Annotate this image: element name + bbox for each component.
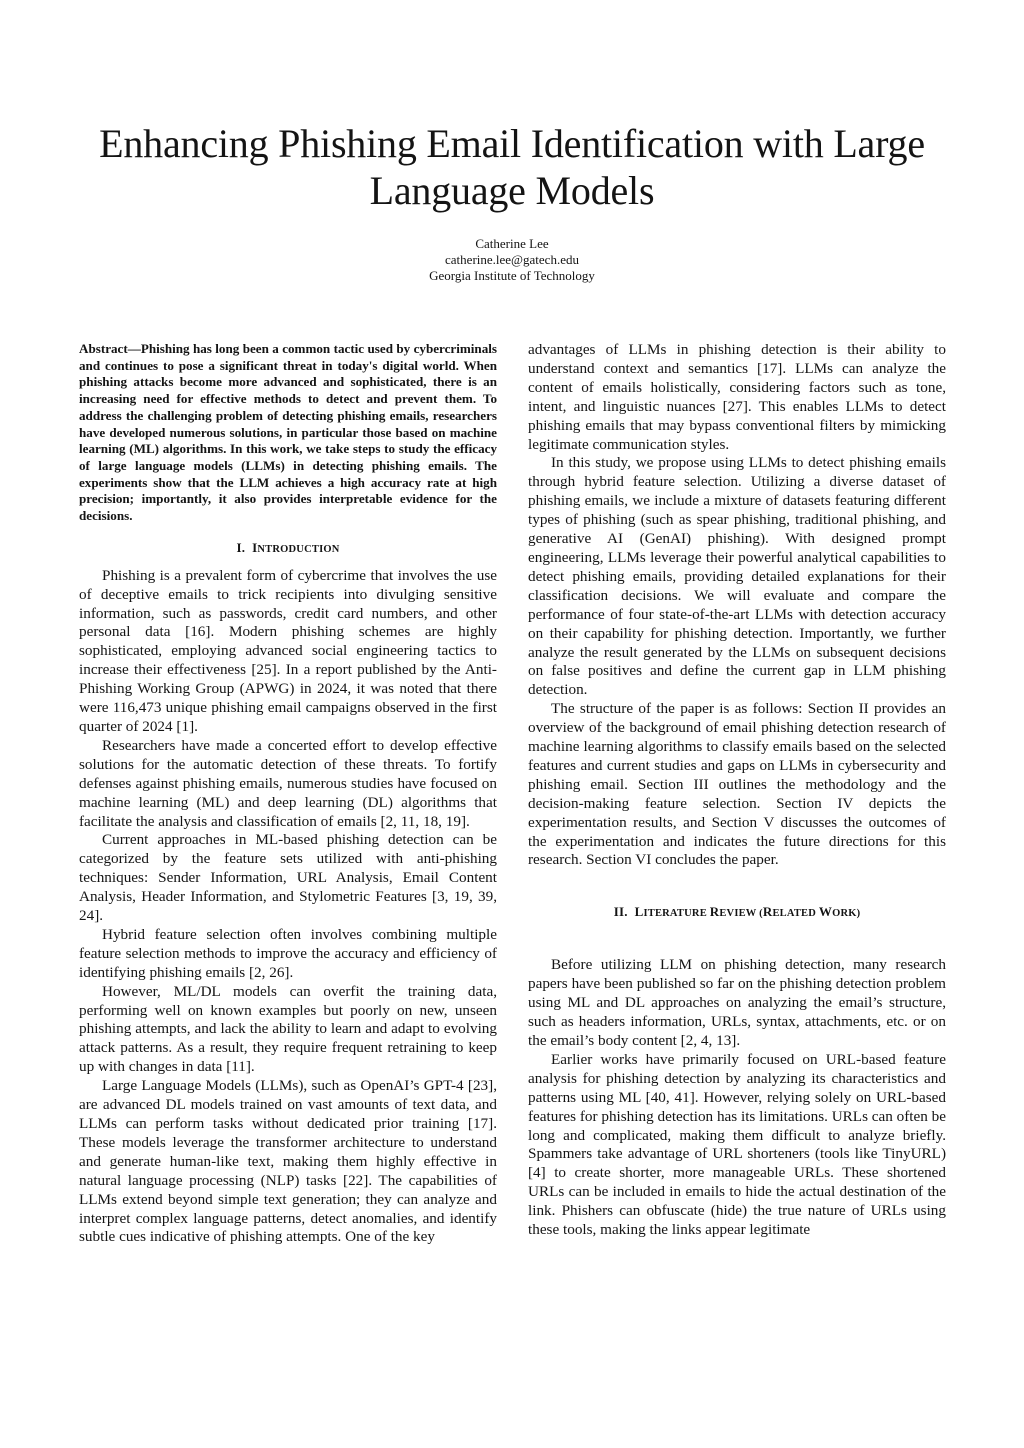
intro-continued-paragraph: advantages of LLMs in phishing detection is their ability to understand context and semantics [17]. LLMs can analyze the content of emails holistically, considering factors such as tone, intent, and linguistic nuances [27]. This enables LLMs to detect phishing emails that may bypass conventional filters by mimicking legitimate communication styles. (528, 341, 946, 453)
section-title-part: ITERATURE (643, 908, 710, 920)
intro-paragraph: Phishing is a prevalent form of cybercrime that involves the use of deceptive emails to trick recipients into divulging sensitive information, such as passwords, credit card numbers, and other personal data [16]. Modern phishing schemes are highly sophisticated, employing advanced social engineering tactics to increase their effectiveness [25]. In a report published by the Anti-Phishing Working Group (APWG) in 2024, it was noted that there were 116,473 unique phishing email campaigns observed in the first quarter of 2024 [1]. (79, 566, 497, 735)
section-title-part: ELATED (772, 908, 819, 920)
section-number: I. (236, 539, 246, 555)
section-title-part: EVIEW ( (719, 908, 763, 920)
author-block (312, 236, 712, 284)
intro-paragraph: Large Language Models (LLMs), such as OpenAI’s GPT-4 [23], are advanced DL models trained on vast amounts of text data, and LLMs can perform tasks without dedicated prior training [17]. These models leverage the transformer architecture to understand and generate human-like text, making them highly effective in natural language processing (NLP) tasks [22]. The capabilities of LLMs extend beyond simple text generation; they can analyze and interpret complex language patterns, detect anomalies, and identify subtle cues indicative of phishing attempts. One of the key (79, 1077, 497, 1246)
author-email: catherine.lee@gatech.edu (445, 252, 579, 267)
literature-paragraph: Earlier works have primarily focused on URL-based feature analysis for phishing detection by analyzing its characteristics and patterns using ML [40, 41]. However, relying solely on URL-based features for phishing detection has its limitations. URLs can often be long and complicated, making them difficult to analyze briefly. Spammers take advantage of URL shorteners (tools like TinyURL) [4] to create shorter, more manageable URLs. These shortened URLs can be included in emails to hide the actual destination of the link. Phishers can obfuscate (hide) the true nature of URLs using these tools, making the links appear legitimate (528, 1050, 946, 1239)
author-name: Catherine Lee (475, 236, 549, 251)
author-affiliation: Georgia Institute of Technology (429, 268, 595, 283)
abstract: Abstract—Phishing has long been a common tactic used by cybercriminals and continues to pose a significant threat in today's digital world. When phishing attacks become more advanced and sophisticated, there is an increasing need for effective methods to detect and prevent them. To address the challenging problem of detecting phishing emails, researchers have developed numerous solutions, in particular those based on machine learning (ML) algorithms. In this work, we take steps to study the efficacy of large language models (LLMs) in detecting phishing emails. The experiments show that the LLM achieves a high accuracy rate at high precision; importantly, it also provides interpretable evidence for the decisions. (79, 341, 497, 524)
section-title-rest: NTRODUCTION (257, 543, 340, 555)
intro-paragraph: Hybrid feature selection often involves combining multiple feature selection methods to improve the accuracy and efficiency of identifying phishing emails [2, 26]. (79, 925, 497, 981)
section-heading-introduction (79, 539, 497, 559)
section-heading-literature-review (528, 903, 946, 923)
intro-paragraph: However, ML/DL models can overfit the training data, performing well on known examples but poorly on new, unseen phishing attempts, and lack the ability to learn and adapt to evolving attack patterns. As a result, they require frequent retraining to keep up with changes in data [11]. (79, 982, 497, 1076)
intro-paragraph: Researchers have made a concerted effort to develop effective solutions for the automatic detection of these threats. To fortify defenses against phishing emails, numerous studies have focused on machine learning (ML) and deep learning (DL) algorithms that facilitate the analysis and classification of emails [2, 11, 18, 19]. (79, 736, 497, 830)
section-title-part: W (818, 904, 833, 920)
intro-paragraph: The structure of the paper is as follows: Section II provides an overview of the background of email phishing detection research of machine learning algorithms to classify emails based on the selected features and current studies and gaps on LLMs in cybersecurity and phishing email. Section III outlines the methodology and the decision-making feature selection. Section IV depicts the experimentation results, and Section V discusses the outcomes of the experimentation and indicates the future directions for this research. Section VI concludes the paper. (528, 700, 946, 869)
section-title-part: L (634, 904, 644, 920)
section-number: II. (613, 904, 628, 920)
section-title-initial: I (252, 539, 258, 555)
paper-title: Enhancing Phishing Email Identification with Large Language Models (99, 121, 925, 213)
section-title-part: R (709, 904, 720, 920)
intro-paragraph: Current approaches in ML-based phishing detection can be categorized by the feature sets utilized with anti-phishing techniques: Sender Information, URL Analysis, Email Content Analysis, Header Information, and Stylometric Features [3, 19, 39, 24]. (79, 831, 497, 925)
right-column (528, 341, 946, 1240)
left-column (79, 341, 497, 1247)
literature-paragraph: Before utilizing LLM on phishing detection, many research papers have been published so far on the phishing detection problem using ML and DL approaches on analyzing the email’s structure, such as headers information, URLs, syntax, attachments, etc. or on the email’s body content [2, 4, 13]. (528, 956, 946, 1049)
intro-paragraph: In this study, we propose using LLMs to detect phishing emails through hybrid feature selection. Utilizing a diverse dataset of phishing emails, we include a mixture of datasets featuring different types of phishing (such as spear phishing, traditional phishing, and generative AI (GenAI) phishing). With designed prompt engineering, LLMs leverage their powerful analytical capabilities to detect phishing emails, providing detailed explanations for their classification decisions. We will evaluate and compare the performance of four state-of-the-art LLMs with detection accuracy on their capability for phishing detection. Importantly, we further analyze the result generated by the LLMs on subsequent decisions on false positives and define the current gap in LLM phishing detection. (528, 454, 946, 699)
section-title-part: ORK) (832, 908, 861, 920)
section-title-part: R (762, 904, 773, 920)
